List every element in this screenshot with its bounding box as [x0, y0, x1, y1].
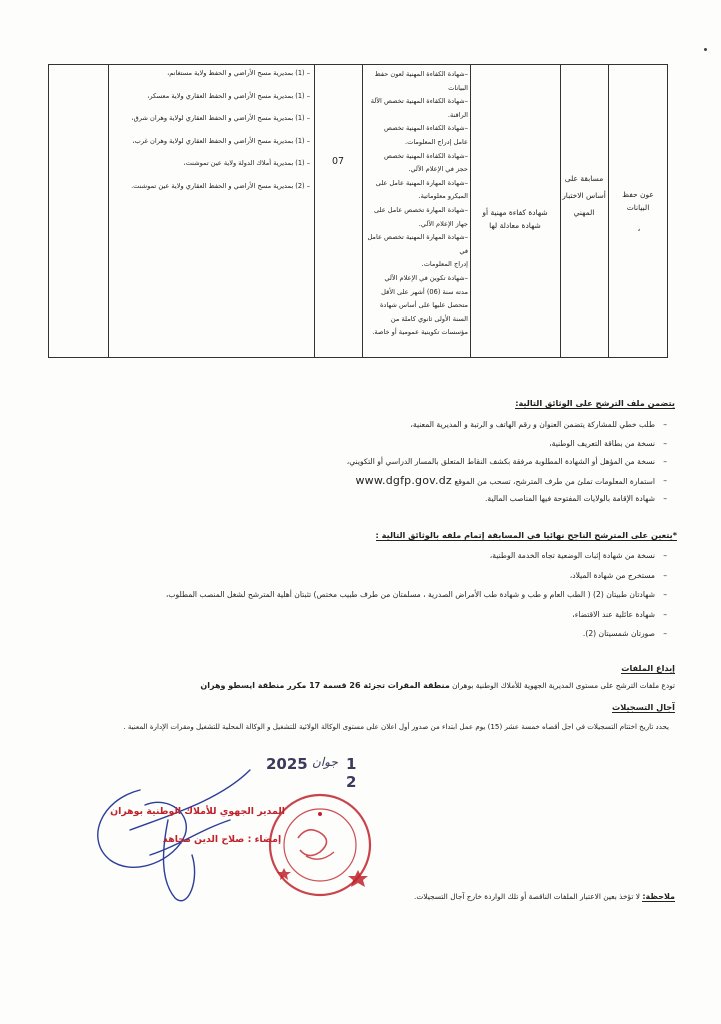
- table-divider: [560, 64, 561, 358]
- diploma-cell: شهادة كفاءة مهنية أو شهادة معادلة لها: [482, 208, 548, 230]
- director-title: المدير الجهوي للأملاك الوطنية بوهران: [110, 806, 285, 817]
- list-item: – شهادة الإقامة بالولايات المفتوحة فيها المناصب المالية.: [67, 492, 667, 511]
- specialty-line: –شهادة الكفاءة المهنية لعون حفظ: [374, 70, 468, 78]
- list-item: – نسخة من بطاقة التعريف الوطنية،: [67, 437, 667, 456]
- specialty-line: البيانات: [448, 83, 468, 92]
- specialty-line: مدته سنة (06) أشهر على الأقل: [381, 287, 468, 296]
- specialty-line: –شهادة الكفاءة المهنية تخصص الآلة: [370, 97, 468, 106]
- date-year: 2025: [266, 755, 308, 773]
- employer-line: – (2) بمديرية مسح الأراضي و الحفظ العقاري ولاية عين تموشنت.: [131, 181, 310, 190]
- employer-line: – (1) بمديرية مسح الأراضي و الحفظ العقاري لولاية وهران غرب،: [132, 136, 310, 145]
- specialty-line: –شهادة الكفاءة المهنية تخصص: [383, 151, 468, 160]
- date-day: 1 2: [346, 755, 357, 791]
- table-divider: [314, 64, 315, 358]
- table-divider: [470, 64, 471, 358]
- specialties-cell: [364, 68, 468, 340]
- employer-line: – (1) بمديرية مسح الأراضي و الحفظ العقاري لولاية وهران شرق،: [131, 114, 310, 122]
- table-divider: [608, 64, 609, 358]
- specialty-line: الميكرو معلوماتية.: [418, 192, 468, 201]
- list-item: – صورتان شمسيتان (2).: [67, 627, 667, 647]
- table-divider: [108, 64, 109, 358]
- official-seal: [270, 795, 370, 895]
- employer-line: – (1) بمديرية مسح الأراضي و الحفظ العقاري ولاية معسكر،: [147, 91, 310, 100]
- list-item: – نسخة من المؤهل أو الشهادة المطلوبة مرفقة بكشف النقاط المتعلق بالمسار الدراسي أو التكويني،: [67, 455, 667, 474]
- list-item: – استمارة المعلومات تملئ من طرف المترشح، تسحب من الموقع www.dgfp.gov.dz: [67, 474, 667, 493]
- specialty-line: –شهادة الكفاءة المهنية تخصص: [383, 124, 468, 133]
- specialty-line: –شهادة المهارة المهنية تخصص عامل في: [367, 233, 468, 255]
- rank-mark: ،: [637, 224, 641, 234]
- deposit-title: إيداع الملفات: [621, 663, 675, 673]
- employer-line: – (1) بمديرية مسح الأراضي و الحفظ ولاية مستغانم،: [167, 69, 310, 77]
- recruitment-mode-cell: مسابقة على أساس الاختبار المهني: [562, 174, 606, 217]
- rank-cell: عون حفظ البيانات: [622, 190, 654, 212]
- date-month: جوان: [312, 755, 338, 769]
- list-item: – طلب خطي للمشاركة يتضمن العنوان و رقم الهاتف و الرتبة و المديرية المعنية،: [67, 418, 667, 437]
- employers-cell: [112, 68, 310, 203]
- positions-count-cell: 07: [331, 156, 345, 167]
- specialty-line: عامل إدراج المعلومات.: [405, 137, 468, 146]
- specialty-line: السنة الأولى ثانوي كاملة من: [390, 314, 468, 323]
- final-documents-list: [67, 549, 667, 647]
- final-section-title: *يتعين على المترشح الناجح نهائيا في المسابقة إتمام ملفه بالوثائق التالية :: [375, 530, 677, 540]
- website-link[interactable]: www.dgfp.gov.dz: [355, 473, 452, 487]
- specialty-line: حجز في الإعلام الآلي.: [408, 165, 468, 174]
- list-item: – نسخة من شهادة إثبات الوضعية تجاه الخدمة الوطنية،: [67, 549, 667, 569]
- specialty-line: إدراج المعلومات.: [421, 260, 468, 269]
- deadline-text: يحدد تاريخ اختتام التسجيلات في اجل أقصاه خمسة عشر (15) يوم عمل ابتداء من صدور أول اعلان على مستوى الوكالة الولائية للتشغيل و الوكالة المحلية للتشغيل ومقرات الإدارة المعنية .: [123, 722, 669, 731]
- deadline-title: آجال التسجيلات: [612, 702, 675, 712]
- specialty-line: –شهادة المهارة المهنية عامل على: [375, 178, 468, 187]
- table-divider: [362, 64, 363, 358]
- page-dot: [704, 48, 707, 51]
- list-item: – مستخرج من شهادة الميلاد،: [67, 569, 667, 589]
- deposit-address: منطقة المقرات تجزئة 26 قسمة 17 مكرر منطقة ايسطو وهران: [200, 681, 450, 690]
- employer-line: – (1) بمديرية أملاك الدولة ولاية عين تموشنت،: [183, 159, 310, 167]
- list-item: – شهادة عائلية عند الاقتضاء،: [67, 608, 667, 628]
- note-text: لا تؤخذ بعين الاعتبار الملفات الناقصة أو تلك الواردة خارج آجال التسجيلات.: [414, 892, 640, 901]
- list-item: – شهادتان طبيتان (2) ( الطب العام و طب و شهادة طب الأمراض الصدرية ، مسلمتان من طرف طبيب مختص) تثبتان أهلية المترشح لشغل المنصب المطلوب،: [67, 588, 667, 608]
- file-documents-list: [67, 418, 667, 511]
- specialty-line: –شهادة المهارة تخصص عامل على: [374, 205, 468, 214]
- specialty-line: متحصل عليها على أساس شهادة: [379, 301, 468, 310]
- specialty-line: الراقنة.: [447, 110, 468, 119]
- specialty-line: جهاز الإعلام الآلي.: [418, 219, 468, 228]
- deposit-text: تودع ملفات الترشح على مستوى المديرية الجهوية للأملاك الوطنية بوهران منطقة المقرات تجزئة 26 قسمة 17 مكرر منطقة ايسطو وهران: [200, 681, 675, 690]
- specialty-line: مؤسسات تكوينية عمومية أو خاصة.: [372, 328, 468, 337]
- note: [414, 892, 675, 901]
- specialty-line: –شهادة تكوين في الإعلام الآلي: [384, 273, 468, 282]
- signatory-name: إمضاء : صلاح الدين مجاهد: [162, 834, 282, 845]
- file-section-title: يتضمن ملف الترشح على الوثائق التالية:: [515, 398, 675, 408]
- note-label: ملاحظة:: [642, 892, 675, 901]
